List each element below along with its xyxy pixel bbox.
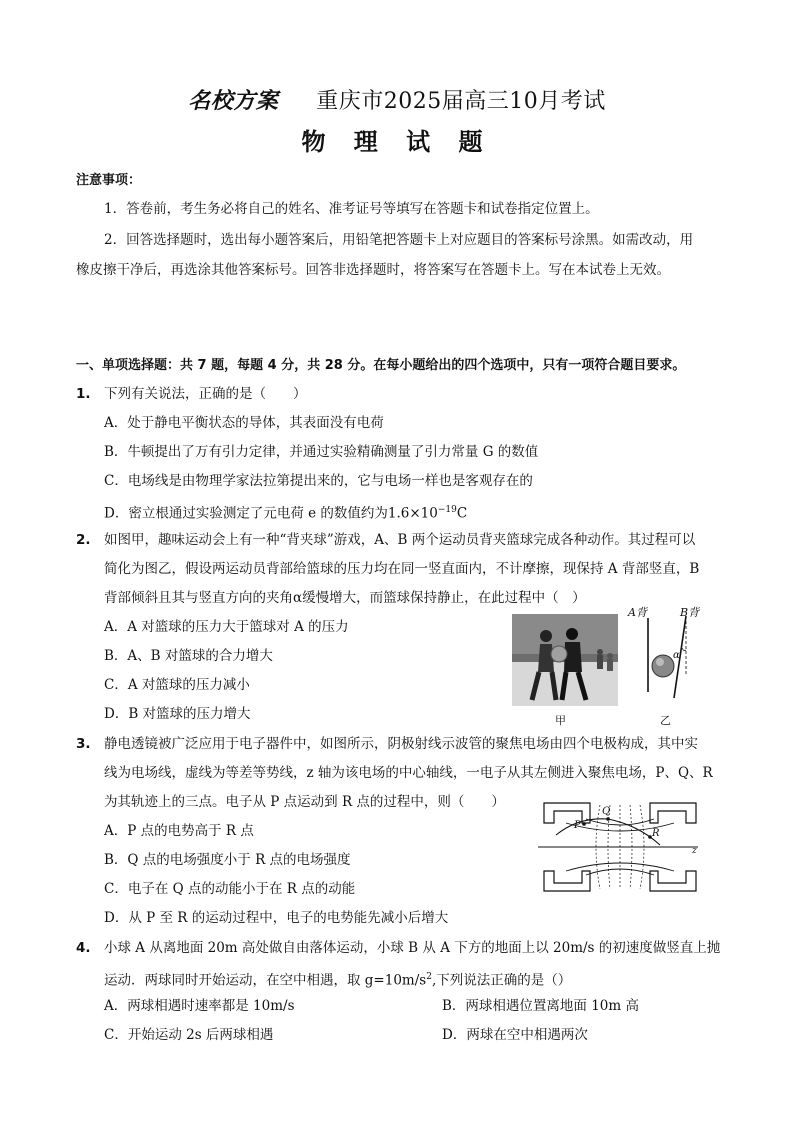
q2-photo-figure — [512, 614, 618, 706]
q2-figure-label-yi: 乙 — [660, 714, 671, 727]
q3-option-a: A．P 点的电势高于 R 点 — [104, 823, 254, 839]
q4-line-1: 小球 A 从离地面 20m 高处做自由落体运动，小球 B 从 A 下方的地面上以 20m/s 的初速度做竖直上抛 — [104, 940, 721, 956]
q2-label-a-back: A背 — [628, 606, 647, 619]
subject-title: 物 理 试 题 — [301, 127, 493, 156]
q4-line-2-sup: 2 — [426, 972, 432, 982]
q1-option-a: A．处于静电平衡状态的导体，其表面没有电荷 — [104, 415, 384, 431]
exam-title — [0, 84, 794, 115]
q1-option-d-text: D．密立根通过实验测定了元电荷 e 的数值约为 — [104, 505, 388, 522]
q4-line-2 — [104, 967, 571, 991]
q4-line-2-end: ,下列说法正确的是（） — [431, 972, 572, 989]
q1-option-d — [104, 500, 467, 524]
q3-option-d: D．从 P 至 R 的运动过程中，电子的电势能先减小后增大 — [104, 910, 449, 926]
q2-line-2: 简化为图乙，假设两运动员背部给篮球的压力均在同一竖直面内，不计摩擦，现保持 A 背部竖直，B — [104, 561, 700, 577]
q2-line-3: 背部倾斜且其与竖直方向的夹角α缓慢增大，而篮球保持静止，在此过程中（ ） — [104, 590, 586, 606]
q3-label-q: Q — [602, 806, 611, 817]
q2-number: 2. — [76, 532, 91, 548]
q2-option-c: C．A 对篮球的压力减小 — [104, 677, 250, 693]
q4-option-a: A．两球相遇时速率都是 10m/s — [104, 998, 295, 1014]
q4-option-b: B．两球相遇位置离地面 10m 高 — [442, 998, 639, 1014]
q3-label-z: z — [692, 846, 697, 856]
q3-label-p: P — [574, 820, 581, 831]
q2-figure-label-jia: 甲 — [555, 714, 566, 727]
q1-number: 1. — [76, 386, 91, 402]
q3-option-b: B．Q 点的电场强度小于 R 点的电场强度 — [104, 852, 351, 868]
notes-item-2-line-2: 橡皮擦干净后，再选涂其他答案标号。回答非选择题时，将答案写在答题卡上。写在本试卷上无效。 — [76, 262, 670, 278]
q2-option-a: A．A 对篮球的压力大于篮球对 A 的压力 — [104, 619, 349, 635]
q2-option-d: D．B 对篮球的压力增大 — [104, 706, 251, 722]
q3-electrostatic-lens-figure — [538, 795, 702, 899]
q1-option-d-unit: C — [456, 505, 468, 522]
q2-line-1: 如图甲，趣味运动会上有一种“背夹球”游戏，A、B 两个运动员背夹篮球完成各种动作。其过程可以 — [104, 532, 696, 548]
q1-option-c: C．电场线是由物理学家法拉第提出来的，它与电场一样也是客观存在的 — [104, 473, 533, 489]
notes-item-1: 1．答卷前，考生务必将自己的姓名、准考证号等填写在答题卡和试卷指定位置上。 — [104, 201, 599, 217]
notes-heading: 注意事项： — [76, 173, 142, 188]
q1-option-d-exponent: −19 — [437, 505, 457, 515]
q4-option-c: C．开始运动 2s 后两球相遇 — [104, 1027, 274, 1043]
q4-line-2-text: 运动．两球同时开始运动，在空中相遇，取 g=10m/s — [104, 972, 427, 989]
q3-option-c: C．电子在 Q 点的动能小于在 R 点的动能 — [104, 881, 356, 897]
q3-line-2: 线为电场线，虚线为等差等势线，z 轴为该电场的中心轴线，一电子从其左侧进入聚焦电场，P、Q、R — [104, 765, 713, 781]
q1-option-d-value: 1.6×10 — [387, 505, 438, 522]
q3-line-3: 为其轨迹上的三点。电子从 P 点运动到 R 点的过程中，则（ ） — [104, 794, 505, 810]
q2-option-b: B．A、B 对篮球的合力增大 — [104, 648, 273, 664]
q2-force-diagram — [620, 604, 710, 716]
q3-line-1: 静电透镜被广泛应用于电子器件中，如图所示，阴极射线示波管的聚焦电场由四个电极构成，其中实 — [104, 736, 698, 752]
exam-name: 重庆市2025届高三10月考试 — [316, 89, 606, 114]
q1-option-b: B．牛顿提出了万有引力定律，并通过实验精确测量了引力常量 G 的数值 — [104, 444, 539, 460]
q3-number: 3. — [76, 736, 91, 752]
q4-option-d: D．两球在空中相遇两次 — [442, 1027, 588, 1043]
section-heading: 一、单项选择题：共 7 题，每题 4 分，共 28 分。在每小题给出的四个选项中，只有一项符合题目要求。 — [76, 358, 686, 373]
q4-number: 4. — [76, 940, 91, 956]
notes-item-2-line-1: 2．回答选择题时，选出每小题答案后，用铅笔把答题卡上对应题目的答案标号涂黑。如需改动，用 — [104, 232, 694, 248]
q1-stem: 下列有关说法，正确的是（ ） — [104, 386, 307, 402]
q3-label-r: R — [652, 828, 660, 839]
q2-label-b-back: B背 — [680, 606, 700, 619]
brand-logo-text: 名校方案 — [188, 88, 279, 114]
q2-label-alpha: α — [673, 650, 680, 661]
